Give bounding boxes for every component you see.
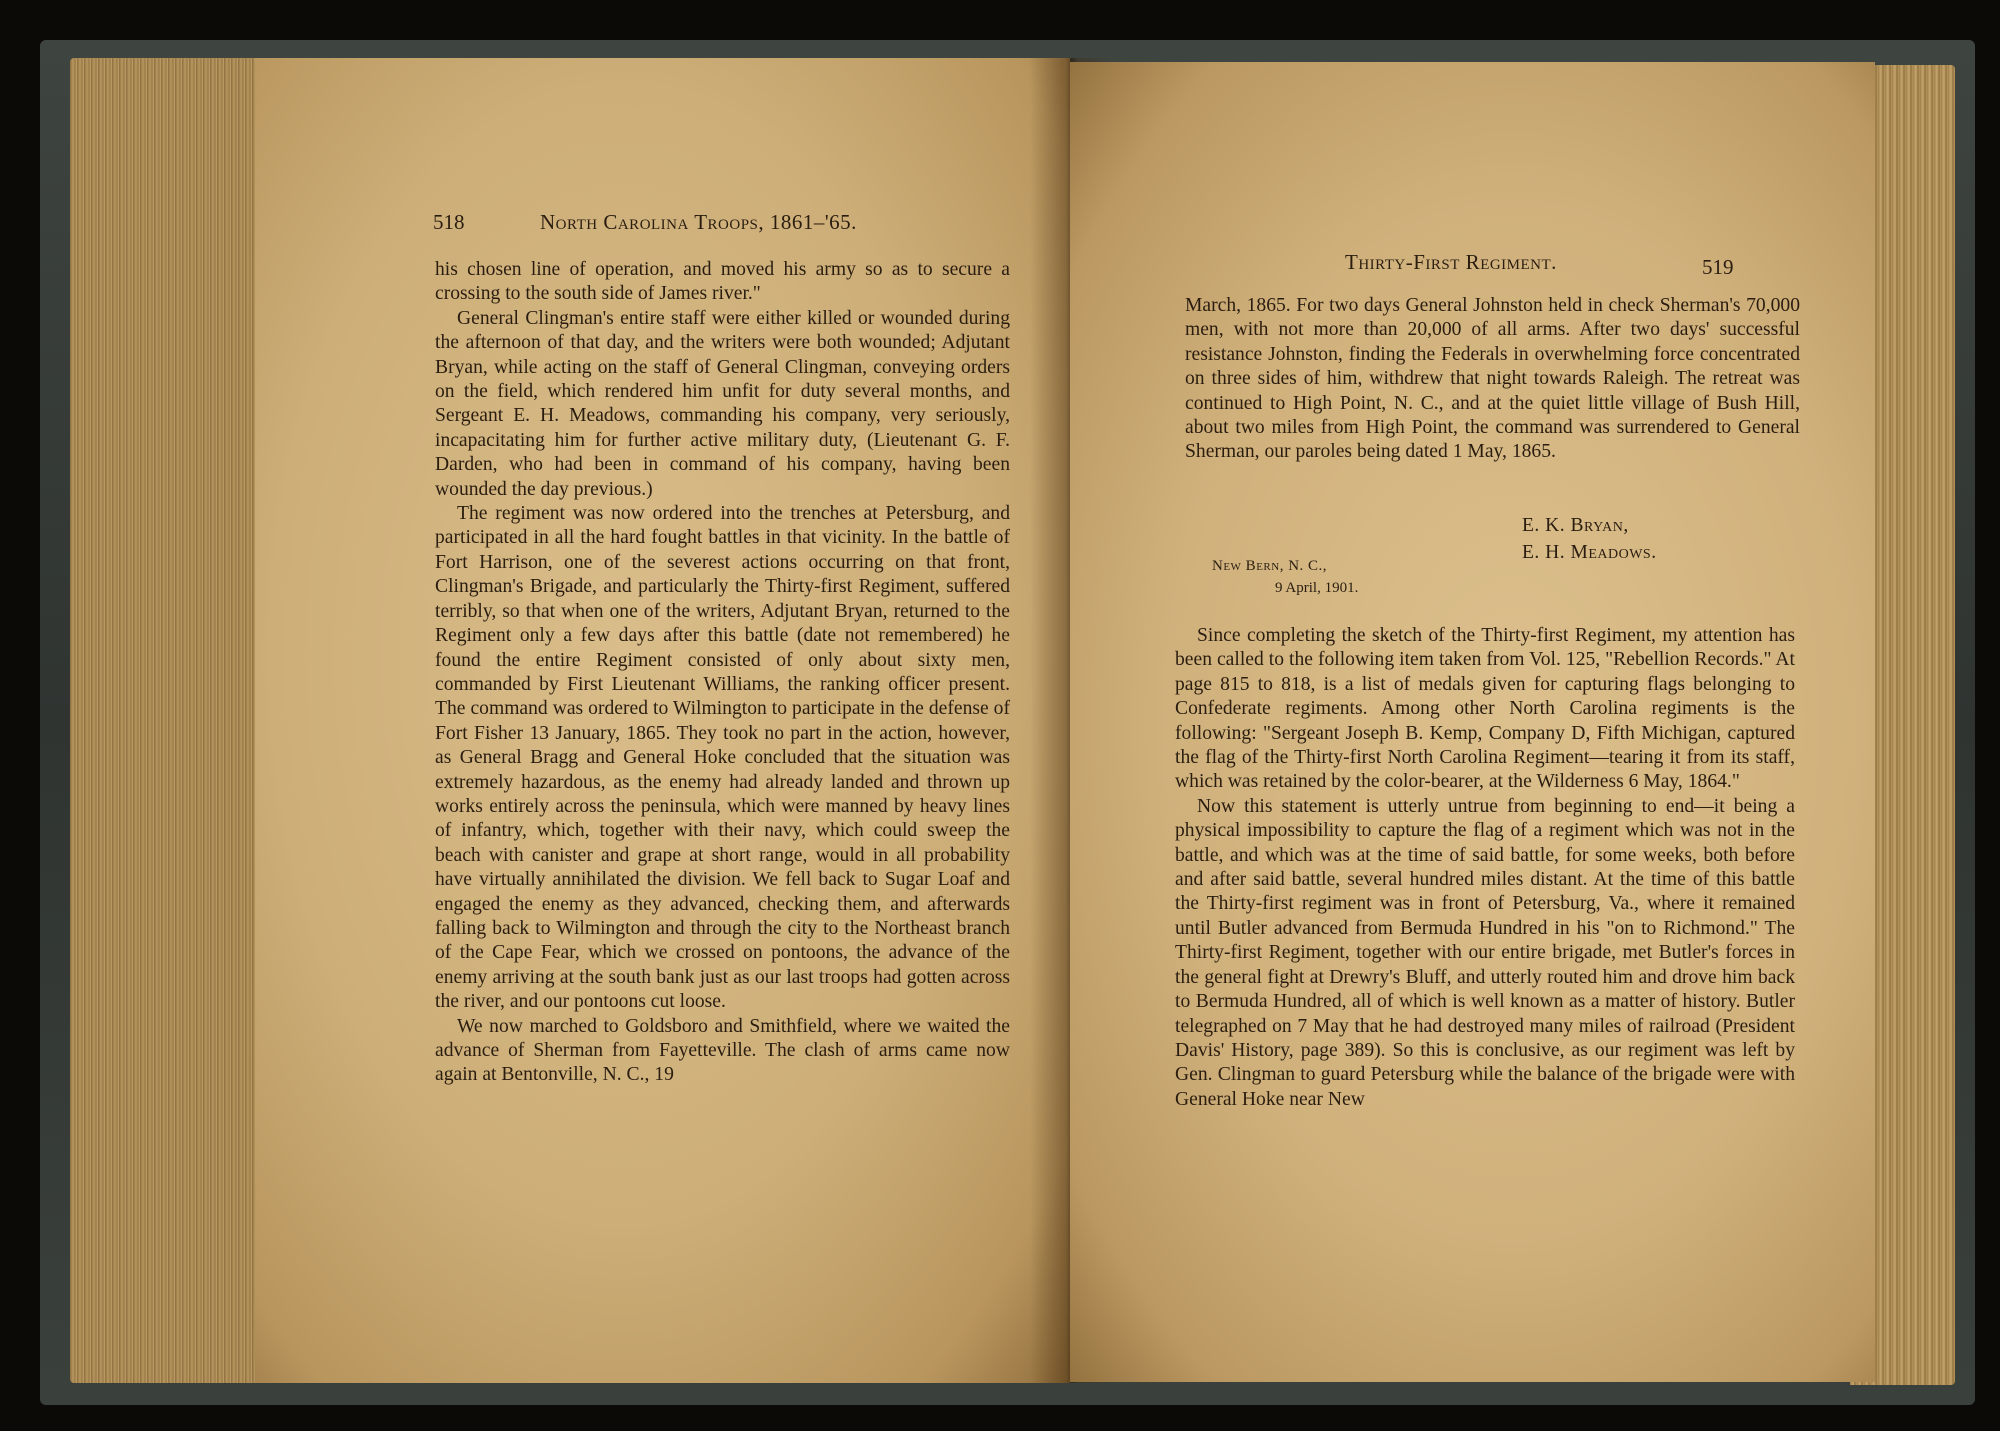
left-running-head: North Carolina Troops, 1861–'65. — [540, 210, 857, 234]
left-paragraph-1: his chosen line of operation, and moved his army so as to secure a crossing to the south side of James river." — [435, 259, 1010, 305]
left-paragraph-3: The regiment was now ordered into the trenches at Petersburg, and participated in all the hard fought battles in that vicinity. In the battle of Fort Harrison, one of the severest actions occurring on that front, Clingman's Brigade, and particularly the Thirty-first Regiment, suffered terribly, so that when one of the writers, Adjutant Bryan, returned to the Regiment only a few days after this battle (date not remembered) he found the entire Regiment consisted of only about sixty men, commanded by First Lieutenant Williams, the ranking officer present. The command was ordered to Wilmington to participate in the defense of Fort Fisher 13 January, 1865. They took no part in the action, however, as General Bragg and General Hoke concluded that the situation was extremely hazardous, as the enemy had already landed and thrown up works entirely across the peninsula, which were manned by heavy lines of infantry, which, together with their navy, which could sweep the beach with canister and grape at short range, would in all probability have virtually annihilated the division. We fell back to Sugar Loaf and engaged the enemy as they advanced, checking them, and afterwards falling back to Wilmington and through the city to the Northeast branch of the Cape Fear, which we crossed on pontoons, the advance of the enemy arriving at the south bank just as our last troops had gotten across the river, and our pontoons cut loose. — [435, 503, 1010, 1013]
left-page — [255, 58, 1070, 1383]
right-page-number: 519 — [1702, 255, 1734, 279]
left-page-number: 518 — [433, 210, 465, 234]
right-running-head: Thirty-First Regiment. — [1345, 250, 1557, 274]
dateline-place: New Bern, N. C., — [1212, 558, 1328, 574]
signature-meadows: E. H. Meadows. — [1522, 542, 1657, 563]
right-paragraph-1: Since completing the sketch of the Thirty-first Regiment, my attention has been called to the following item taken from Vol. 125, "Rebellion Records." At page 815 to 818, is a list of medals given for capturing flags belonging to Confederate regiments. Among other North Carolina regiments is the following: "Sergeant Joseph B. Kemp, Company D, Fifth Michigan, captured the flag of the Thirty-first North Carolina Regiment—tearing it from its staff, which was retained by the color-bearer, at the Wilderness 6 May, 1864." — [1175, 625, 1795, 793]
left-body — [435, 258, 1010, 1088]
right-body — [1175, 624, 1795, 1112]
right-paragraph-top: March, 1865. For two days General Johnston held in check Sherman's 70,000 men, with not more than 20,000 of all arms. After two days' successful resistance Johnston, finding the Federals in overwhelming force concentrated on three sides of him, withdrew that night towards Raleigh. The retreat was continued to High Point, N. C., and at the quiet little village of Bush Hill, about two miles from High Point, the command was surrendered to General Sherman, our paroles being dated 1 May, 1865. — [1185, 295, 1800, 463]
right-page — [1070, 62, 1875, 1382]
left-paragraph-4: We now marched to Goldsboro and Smithfield, where we waited the advance of Sherman from Fayetteville. The clash of arms came now again at Bentonville, N. C., 19 — [435, 1015, 1010, 1086]
dateline-date: 9 April, 1901. — [1275, 580, 1359, 596]
left-page-stack-edge — [70, 58, 270, 1383]
left-paragraph-2: General Clingman's entire staff were either killed or wounded during the afternoon of that day, and the writers were both wounded; Adjutant Bryan, while acting on the staff of General Clingman, conveying orders on the field, which rendered him unfit for duty several months, and Sergeant E. H. Meadows, commanding his company, very seriously, incapacitating him for further active military duty, (Lieutenant G. F. Darden, who had been in command of his company, having been wounded the day previous.) — [435, 307, 1010, 500]
right-paragraph-2: Now this statement is utterly untrue from beginning to end—it being a physical impossibility to capture the flag of a regiment which was not in the battle, and which was at the time of said battle, for some weeks, both before and after said battle, several hundred miles distant. At the time of this battle the Thirty-first regiment was in front of Petersburg, Va., where it remained until Butler advanced from Bermuda Hundred in his "on to Richmond." The Thirty-first Regiment, together with our entire brigade, met Butler's forces in the general fight at Drewry's Bluff, and utterly routed him and drove him back to Bermuda Hundred, all of which is well known as a matter of history. Butler telegraphed on 7 May that he had destroyed many miles of railroad (President Davis' History, page 389). So this is conclusive, as our regiment was left by Gen. Clingman to guard Petersburg while the balance of the brigade were with General Hoke near New — [1175, 795, 1795, 1110]
right-body-top — [1185, 294, 1800, 465]
signature-bryan: E. K. Bryan, — [1522, 515, 1629, 536]
